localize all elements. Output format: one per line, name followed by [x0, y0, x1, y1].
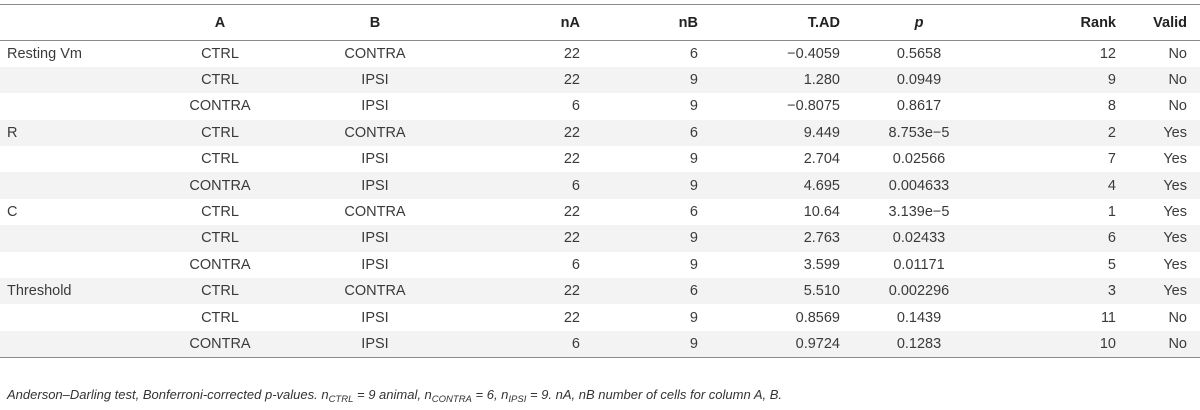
caption-sub-ipsi: IPSI — [508, 394, 527, 405]
cell-p: 0.1283 — [850, 331, 988, 357]
row-label — [0, 252, 140, 278]
table-body — [0, 41, 1200, 358]
cell-b: IPSI — [361, 256, 389, 273]
cell-rank: 5 — [1107, 256, 1116, 273]
cell-b: CONTRA — [300, 278, 450, 304]
table-row — [0, 172, 1200, 198]
cell-p: 3.139e−5 — [888, 204, 950, 221]
cell-nb: 9 — [590, 331, 708, 357]
cell-na: 22 — [450, 67, 590, 93]
cell-na: 22 — [563, 151, 580, 168]
cell-valid: No — [1126, 331, 1200, 357]
cell-valid: Yes — [1126, 120, 1200, 146]
row-label: Threshold — [0, 278, 140, 304]
table-row — [0, 146, 1200, 172]
cell-rank: 2 — [988, 120, 1126, 146]
table-row — [0, 304, 1200, 330]
cell-na: 22 — [563, 309, 580, 326]
cell-a: CONTRA — [189, 256, 251, 273]
row-label: R — [0, 120, 140, 146]
cell-b: CONTRA — [344, 204, 406, 221]
cell-tad: 2.763 — [708, 225, 850, 251]
cell-nb: 9 — [689, 151, 698, 168]
cell-a: CONTRA — [189, 98, 251, 115]
cell-nb: 9 — [689, 98, 698, 115]
cell-a: CTRL — [201, 204, 239, 221]
row-label — [0, 67, 140, 93]
row-label — [0, 331, 140, 357]
row-label — [0, 304, 140, 330]
table-row — [0, 252, 1200, 278]
row-label — [0, 172, 140, 198]
cell-na: 22 — [450, 120, 590, 146]
cell-a: CTRL — [140, 278, 300, 304]
table-row — [0, 120, 1200, 146]
cell-na: 6 — [450, 331, 590, 357]
header-nb: nB — [590, 5, 708, 41]
cell-p: 0.8617 — [896, 98, 942, 115]
cell-valid: Yes — [1126, 225, 1200, 251]
header-valid: Valid — [1126, 5, 1200, 41]
table-row — [0, 41, 1200, 67]
cell-tad: 0.8569 — [795, 309, 840, 326]
cell-valid: No — [1168, 45, 1187, 62]
cell-valid: No — [1168, 98, 1187, 115]
cell-na: 22 — [450, 278, 590, 304]
cell-rank: 3 — [988, 278, 1126, 304]
cell-b: IPSI — [361, 98, 389, 115]
header-p: p — [850, 5, 988, 41]
cell-na: 6 — [450, 172, 590, 198]
cell-valid: Yes — [1126, 278, 1200, 304]
cell-rank: 11 — [1100, 309, 1116, 326]
cell-rank: 12 — [1099, 45, 1116, 62]
cell-nb: 6 — [689, 204, 698, 221]
table-row — [0, 331, 1200, 357]
cell-valid: No — [1168, 309, 1187, 326]
cell-a: CONTRA — [140, 331, 300, 357]
cell-nb: 6 — [590, 278, 708, 304]
row-label — [0, 93, 140, 119]
cell-rank: 6 — [988, 225, 1126, 251]
cell-p: 0.02566 — [892, 151, 946, 168]
cell-b: IPSI — [361, 309, 389, 326]
cell-b: IPSI — [361, 151, 389, 168]
cell-b: IPSI — [300, 172, 450, 198]
row-label: C — [7, 204, 18, 221]
row-label — [0, 146, 140, 172]
header-label — [0, 5, 140, 41]
cell-tad: −0.8075 — [787, 98, 840, 115]
cell-rank: 4 — [988, 172, 1126, 198]
cell-na: 6 — [571, 256, 580, 273]
cell-tad: 10.64 — [803, 204, 840, 221]
cell-na: 6 — [571, 98, 580, 115]
caption-sub-contra: CONTRA — [431, 394, 472, 405]
cell-nb: 6 — [689, 45, 698, 62]
caption-text-1: Anderson–Darling test, Bonferroni-corrected p-values. n — [7, 387, 329, 402]
row-label — [0, 225, 140, 251]
cell-a: CTRL — [201, 309, 239, 326]
cell-nb: 9 — [689, 309, 698, 326]
cell-rank: 1 — [1107, 204, 1116, 221]
table-row — [0, 199, 1200, 225]
cell-a: CTRL — [140, 120, 300, 146]
cell-p: 0.1439 — [896, 309, 942, 326]
cell-b: CONTRA — [300, 120, 450, 146]
cell-p: 0.01171 — [893, 256, 945, 273]
cell-rank: 9 — [988, 67, 1126, 93]
cell-nb: 9 — [590, 67, 708, 93]
cell-rank: 7 — [1107, 151, 1116, 168]
cell-valid: Yes — [1163, 256, 1187, 273]
cell-b: IPSI — [300, 67, 450, 93]
cell-tad: 1.280 — [708, 67, 850, 93]
cell-p: 0.004633 — [850, 172, 988, 198]
cell-tad: 0.9724 — [708, 331, 850, 357]
cell-nb: 9 — [590, 225, 708, 251]
cell-a: CTRL — [201, 45, 239, 62]
cell-tad: −0.4059 — [787, 45, 840, 62]
cell-p: 0.0949 — [850, 67, 988, 93]
cell-rank: 8 — [1107, 98, 1116, 115]
cell-na: 22 — [563, 45, 580, 62]
cell-b: IPSI — [300, 331, 450, 357]
cell-a: CTRL — [201, 151, 239, 168]
cell-valid: Yes — [1163, 204, 1187, 221]
cell-nb: 9 — [590, 172, 708, 198]
header-a: A — [140, 5, 300, 41]
cell-a: CTRL — [140, 67, 300, 93]
cell-tad: 3.599 — [803, 256, 840, 273]
cell-nb: 9 — [689, 256, 698, 273]
caption-sub-ctrl: CTRL — [328, 394, 354, 405]
caption-text-3: = 6, n — [471, 387, 509, 402]
cell-tad: 5.510 — [708, 278, 850, 304]
header-tad: T.AD — [708, 5, 850, 41]
cell-tad: 2.704 — [803, 151, 840, 168]
cell-rank: 10 — [988, 331, 1126, 357]
row-label: Resting Vm — [7, 45, 82, 62]
caption-text-4: = 9. nA, nB number of cells for column A, B. — [526, 387, 783, 402]
caption-text-2: = 9 animal, n — [353, 387, 432, 402]
table-row — [0, 225, 1200, 251]
cell-valid: No — [1126, 67, 1200, 93]
cell-na: 22 — [563, 204, 580, 221]
header-b: B — [300, 5, 450, 41]
cell-p: 0.002296 — [850, 278, 988, 304]
cell-valid: Yes — [1163, 151, 1187, 168]
table-row — [0, 278, 1200, 304]
cell-p: 0.5658 — [896, 45, 942, 62]
cell-na: 22 — [450, 225, 590, 251]
header-na: nA — [450, 5, 590, 41]
cell-tad: 4.695 — [708, 172, 850, 198]
cell-tad: 9.449 — [708, 120, 850, 146]
cell-p: 0.02433 — [850, 225, 988, 251]
cell-a: CTRL — [140, 225, 300, 251]
cell-valid: Yes — [1126, 172, 1200, 198]
statistics-table — [0, 4, 1200, 358]
header-rank: Rank — [988, 5, 1126, 41]
table-row — [0, 67, 1200, 93]
table-header-row — [0, 5, 1200, 41]
cell-p: 8.753e−5 — [850, 120, 988, 146]
table-row — [0, 93, 1200, 119]
cell-a: CONTRA — [140, 172, 300, 198]
cell-nb: 6 — [590, 120, 708, 146]
table-caption — [7, 387, 783, 405]
cell-b: CONTRA — [344, 45, 406, 62]
cell-b: IPSI — [300, 225, 450, 251]
